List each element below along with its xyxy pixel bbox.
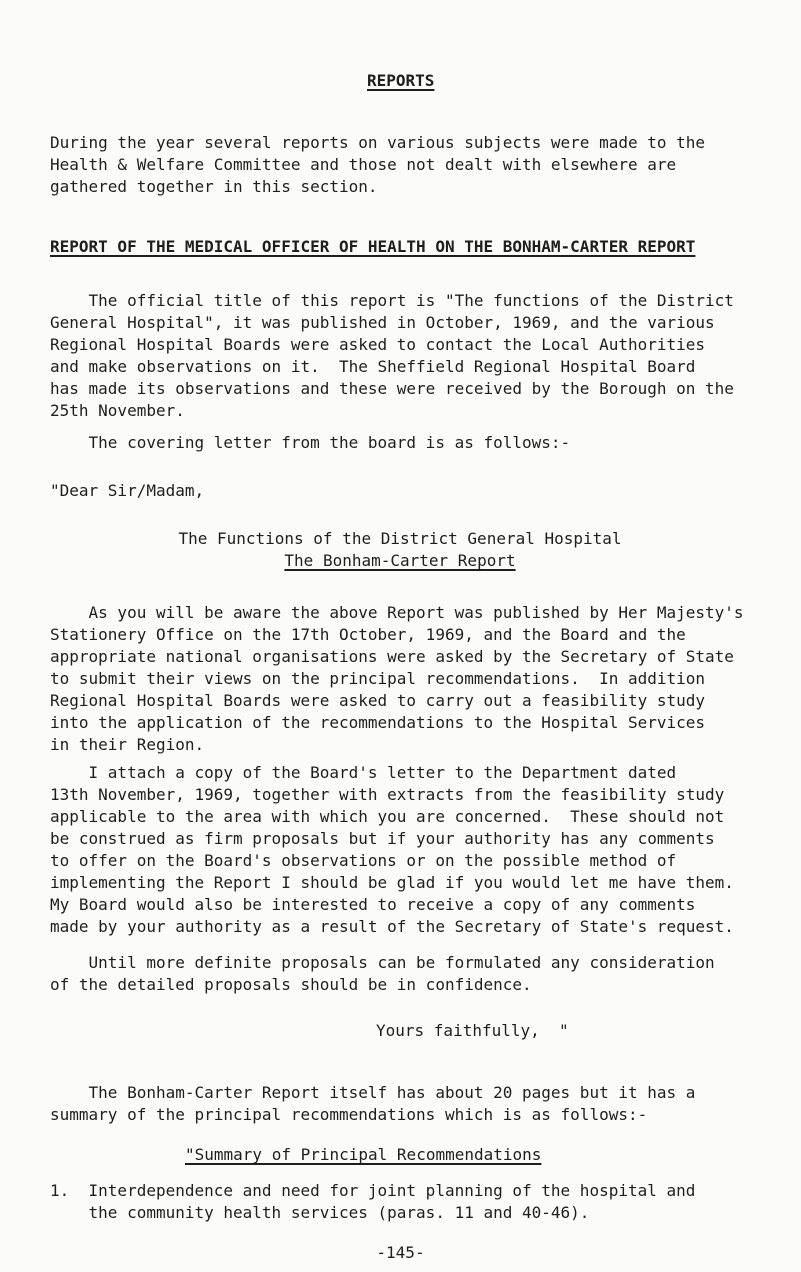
letter-salutation: "Dear Sir/Madam, bbox=[50, 481, 205, 500]
letter-subject-line-2: The Bonham-Carter Report bbox=[284, 551, 516, 570]
letter-body-1: As you will be aware the above Report was published by Her Majesty's Stationery Office on the 17th October, 1969, and the Board and the appropriate national organisations were asked by the Secretary of State to submit their views on the principal recommendations. In addition Regional Hospital Boards were asked to carry out a feasibility study into the application of the recommendations to the Hospital Services in their Region. bbox=[50, 603, 744, 754]
paragraph-1: The official title of this report is "The functions of the District General Hospital", it was published in October, 1969, and the various Regional Hospital Boards were asked to contact the Local Authorities and make observations on it. The Sheffield Regional Hospital Board has made its observations and these were received by the Borough on the 25th November. bbox=[50, 291, 734, 420]
page-heading: REPORTS bbox=[367, 71, 435, 90]
letter-subject-line-1: The Functions of the District General Hospital bbox=[178, 529, 622, 548]
summary-title: "Summary of Principal Recommendations bbox=[185, 1145, 542, 1164]
paragraph-3: The Bonham-Carter Report itself has about 20 pages but it has a summary of the principal recommendations which is as follows:- bbox=[50, 1083, 696, 1124]
letter-closing: Yours faithfully, " bbox=[376, 1021, 569, 1040]
intro-paragraph: During the year several reports on various subjects were made to the Health & Welfare Committee and those not dealt with elsewhere are gathered together in this section. bbox=[50, 133, 706, 196]
list-item: 1. Interdependence and need for joint planning of the hospital and the community health services (paras. 11 and 40-46). bbox=[50, 1181, 696, 1222]
page-number: -145- bbox=[376, 1243, 425, 1262]
section-title: REPORT OF THE MEDICAL OFFICER OF HEALTH ON THE BONHAM-CARTER REPORT bbox=[50, 237, 696, 256]
paragraph-2: The covering letter from the board is as follows:- bbox=[50, 433, 571, 452]
letter-body-2: I attach a copy of the Board's letter to the Department dated 13th November, 1969, together with extracts from the feasibility study applicable to the area with which you are concerned. These should not be construed as firm proposals but if your authority has any comments to offer on the Board's observations or on the possible method of implementing the Report I should be glad if you would let me have them. My Board would also be interested to receive a copy of any comments made by your authority as a result of the Secretary of State's request. bbox=[50, 763, 734, 936]
letter-body-3: Until more definite proposals can be formulated any consideration of the detailed proposals should be in confidence. bbox=[50, 953, 715, 994]
